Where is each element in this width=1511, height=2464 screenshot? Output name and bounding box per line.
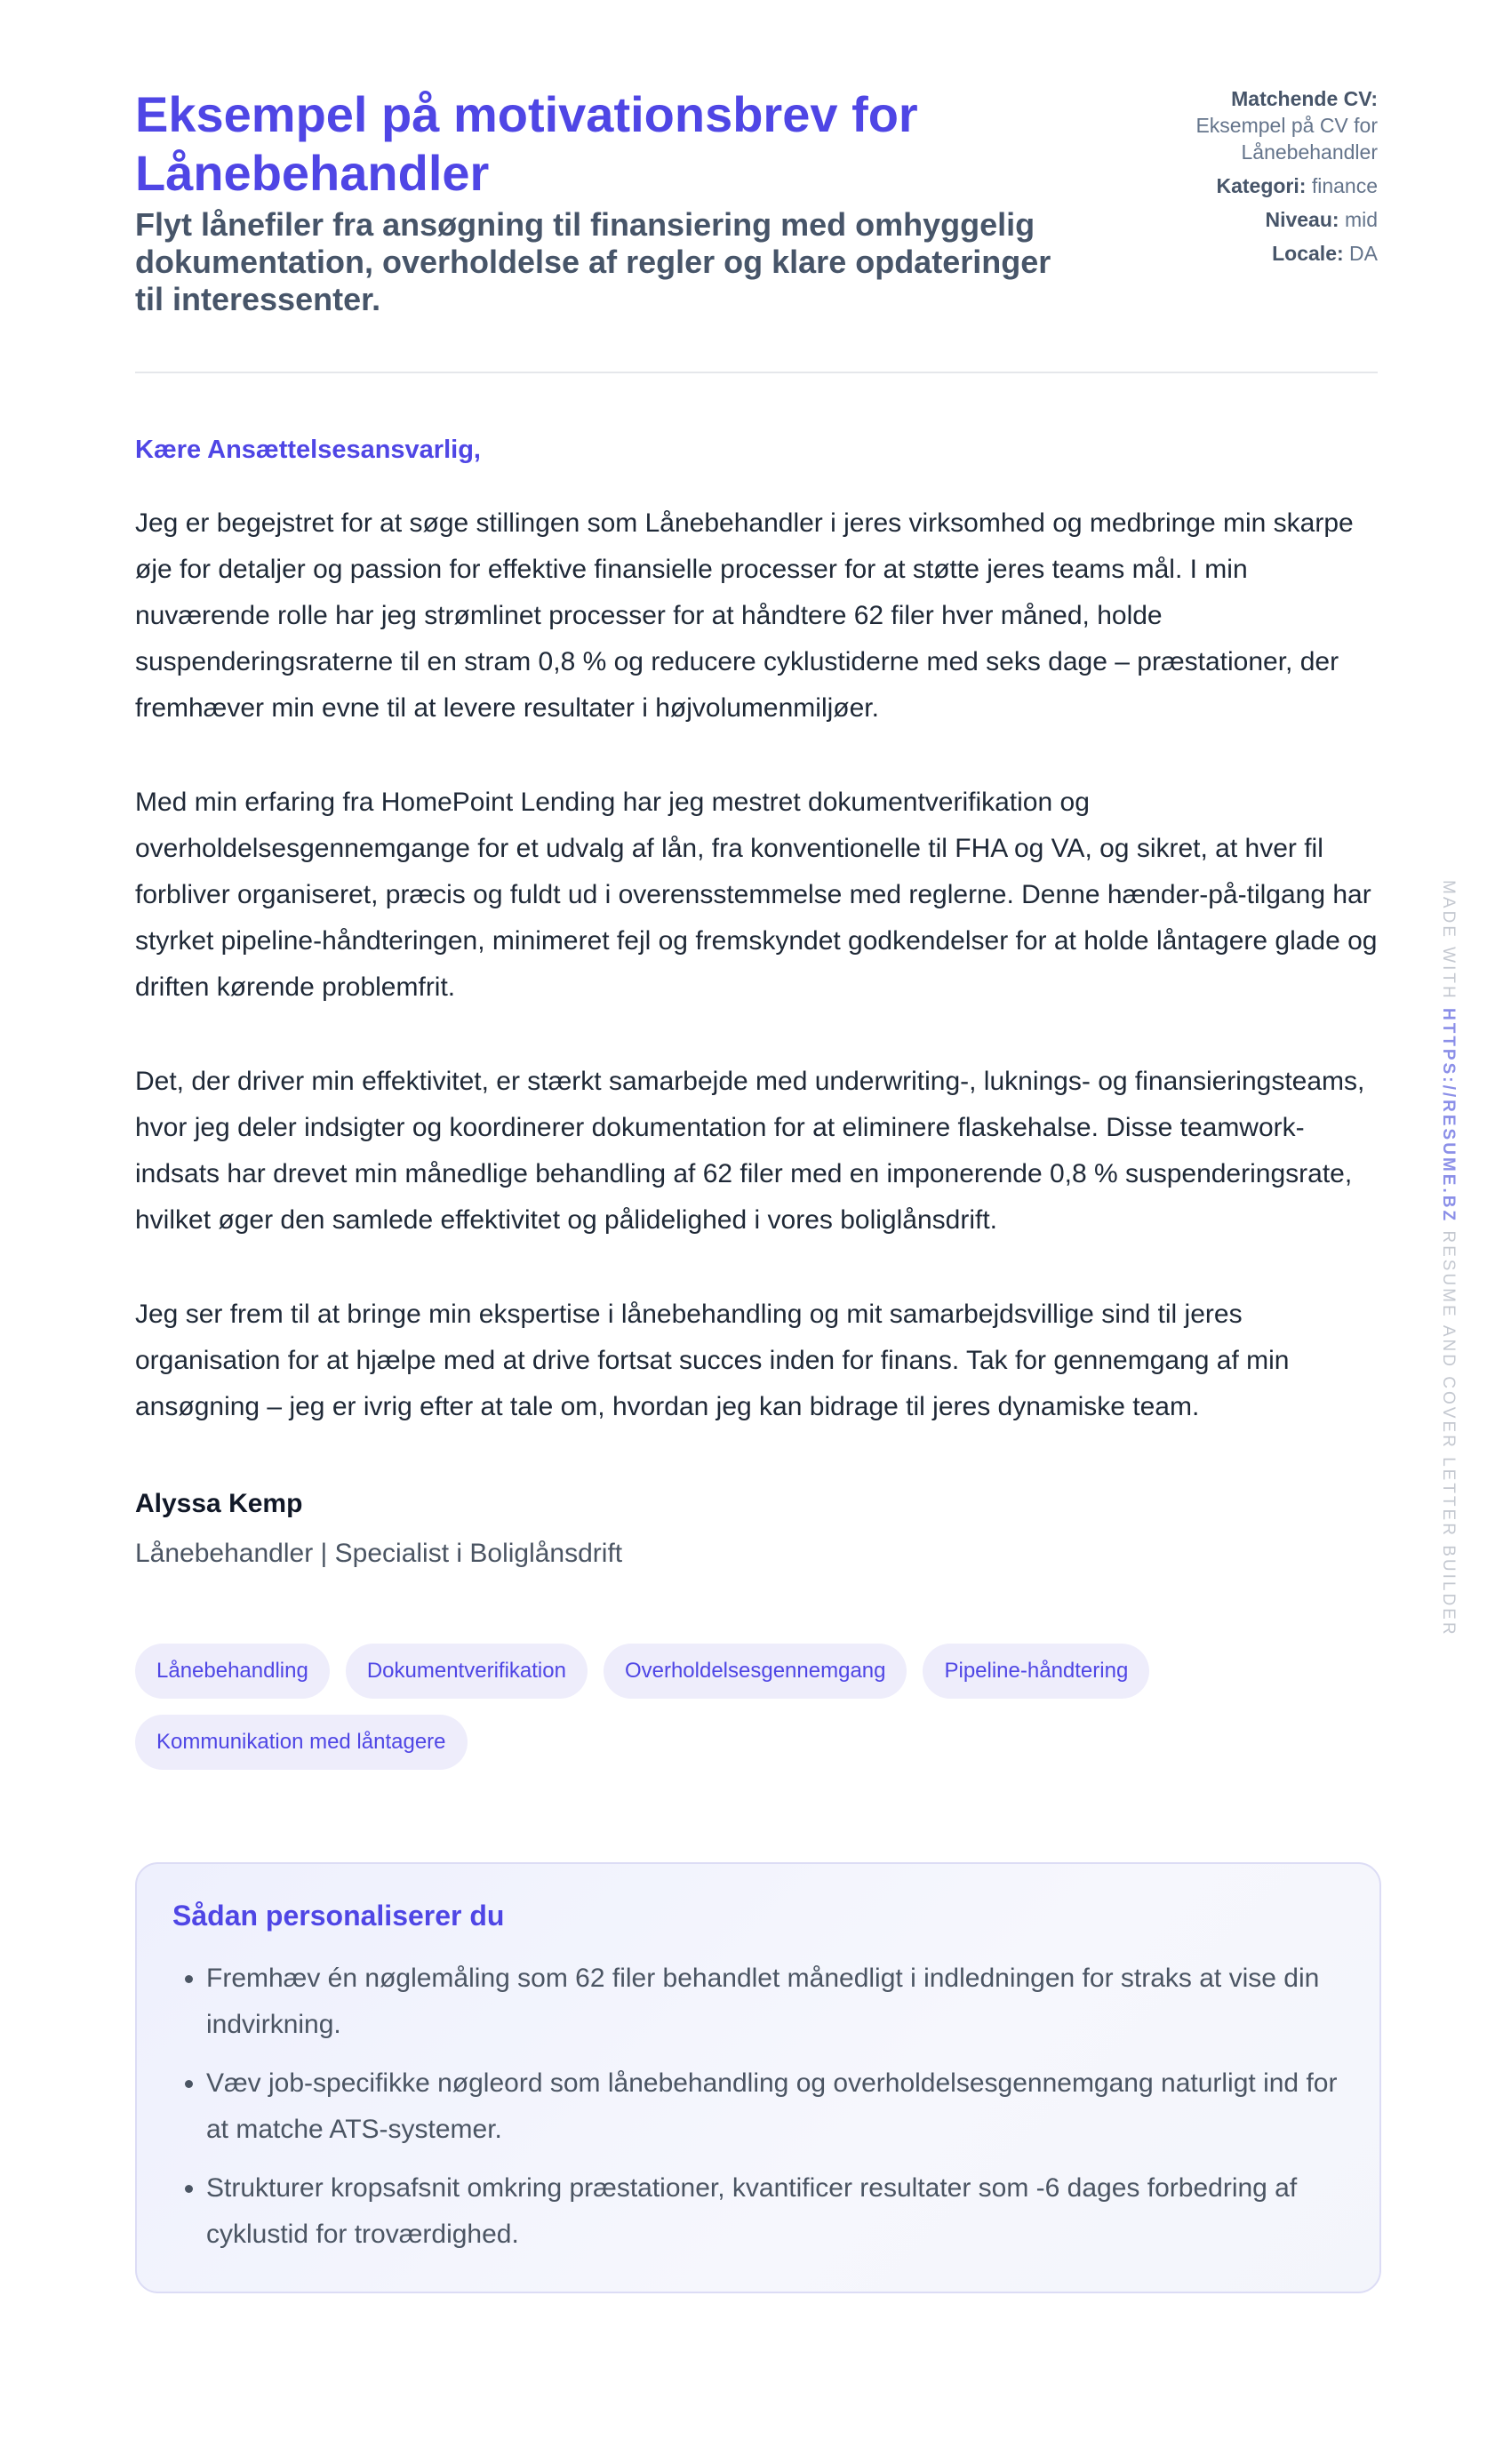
meta-level-value: mid — [1344, 208, 1378, 231]
meta-locale — [1111, 240, 1378, 267]
meta-cv-label: Matchende CV: — [1231, 87, 1378, 110]
tips-title: Sådan personaliserer du — [172, 1900, 505, 1932]
meta-level — [1111, 206, 1378, 233]
meta-locale-label: Locale: — [1272, 242, 1344, 265]
skill-tag[interactable]: Pipeline-håndtering — [923, 1644, 1149, 1699]
skill-tag[interactable]: Dokumentverifikation — [346, 1644, 588, 1699]
letter-paragraph: Det, der driver min effektivitet, er stærkt samarbejde med underwriting-, luknings- og finansieringsteams, hvor jeg deler indsigter og koordinerer dokumentation for at eliminere flaskehalse. Disse teamwork-indsats har drevet min månedlige behandling af 62 filer med en imponerende 0,8 % suspenderingsrate, hvilket øger den samlede effektivitet og pålidelighed i vores boliglånsdrift. — [135, 1067, 1365, 1235]
cover-letter-page — [135, 85, 1378, 2293]
page-subtitle: Flyt lånefiler fra ansøgning til finansiering med omhyggelig dokumentation, overholdelse af regler og klare opdateringer til interessenter. — [135, 206, 1051, 317]
signature-role: Lånebehandler | Specialist i Boliglånsdrift — [135, 1539, 623, 1568]
header — [135, 85, 1378, 318]
skill-tag[interactable]: Lånebehandling — [135, 1644, 330, 1699]
header-divider — [135, 372, 1378, 373]
meta-cv — [1111, 85, 1378, 165]
letter-greeting: Kære Ansættelsesansvarlig, — [135, 436, 481, 464]
tip-item: • Strukturer kropsafsnit omkring præstationer, kvantificer resultater som -6 dages forbedring af cyklustid for troværdighed. — [206, 2165, 1344, 2258]
meta-cv-link[interactable]: Eksempel på CV for Lånebehandler — [1195, 114, 1378, 164]
skill-tag[interactable]: Kommunikation med låntagere — [135, 1715, 468, 1770]
meta-category-value: finance — [1311, 174, 1378, 197]
header-left — [135, 85, 1077, 318]
personalization-tips-box — [135, 1862, 1381, 2293]
watermark-suffix: RESUME AND COVER LETTER BUILDER — [1439, 1223, 1458, 1637]
watermark — [1438, 880, 1458, 1637]
meta-panel — [1111, 85, 1378, 274]
page-title: Eksempel på motivationsbrev for Lånebehandler — [135, 86, 918, 201]
meta-category — [1111, 172, 1378, 199]
skill-tag[interactable]: Overholdelsesgennemgang — [604, 1644, 907, 1699]
letter-body — [135, 500, 1378, 1430]
watermark-link[interactable]: HTTPS://RESUME.BZ — [1439, 1008, 1458, 1224]
letter-paragraph: Med min erfaring fra HomePoint Lending har jeg mestret dokumentverifikation og overholdelsesgennemgange for et udvalg af lån, fra konventionelle til FHA og VA, og sikret, at hver fil forbliver organiseret, præcis og fuldt ud i overensstemmelse med reglerne. Denne hænder-på-tilgang har styrket pipeline-håndteringen, minimeret fejl og fremskyndet godkendelser for at holde låntagere glade og driften kørende problemfrit. — [135, 788, 1378, 1002]
watermark-prefix: MADE WITH — [1439, 880, 1458, 1008]
letter-paragraph: Jeg er begejstret for at søge stillingen som Lånebehandler i jeres virksomhed og medbringe min skarpe øje for detaljer og passion for effektive finansielle processer for at støtte jeres teams mål. I min nuværende rolle har jeg strømlinet processer for at håndtere 62 filer hver måned, holde suspenderingsraterne til en stram 0,8 % og reducere cyklustiderne med seks dage – præstationer, der fremhæver min evne til at levere resultater i højvolumenmiljøer. — [135, 508, 1354, 723]
tip-item: • Væv job-specifikke nøgleord som lånebehandling og overholdelsesgennemgang naturligt ind for at matche ATS-systemer. — [206, 2060, 1344, 2153]
letter-paragraph: Jeg ser frem til at bringe min ekspertise i lånebehandling og mit samarbejdsvillige sind til jeres organisation for at hjælpe med at drive fortsat succes inden for finans. Tak for gennemgang af min ansøgning – jeg er ivrig efter at tale om, hvordan jeg kan bidrage til jeres dynamiske team. — [135, 1300, 1290, 1421]
tip-item: • Fremhæv én nøglemåling som 62 filer behandlet månedligt i indledningen for straks at vise din indvirkning. — [206, 1956, 1344, 2048]
signature-name: Alyssa Kemp — [135, 1489, 303, 1518]
meta-locale-value: DA — [1349, 242, 1378, 265]
tips-list — [172, 1956, 1344, 2258]
meta-level-label: Niveau: — [1265, 208, 1339, 231]
signature — [135, 1489, 1378, 1569]
meta-category-label: Kategori: — [1216, 174, 1307, 197]
skill-tags — [135, 1644, 1291, 1770]
